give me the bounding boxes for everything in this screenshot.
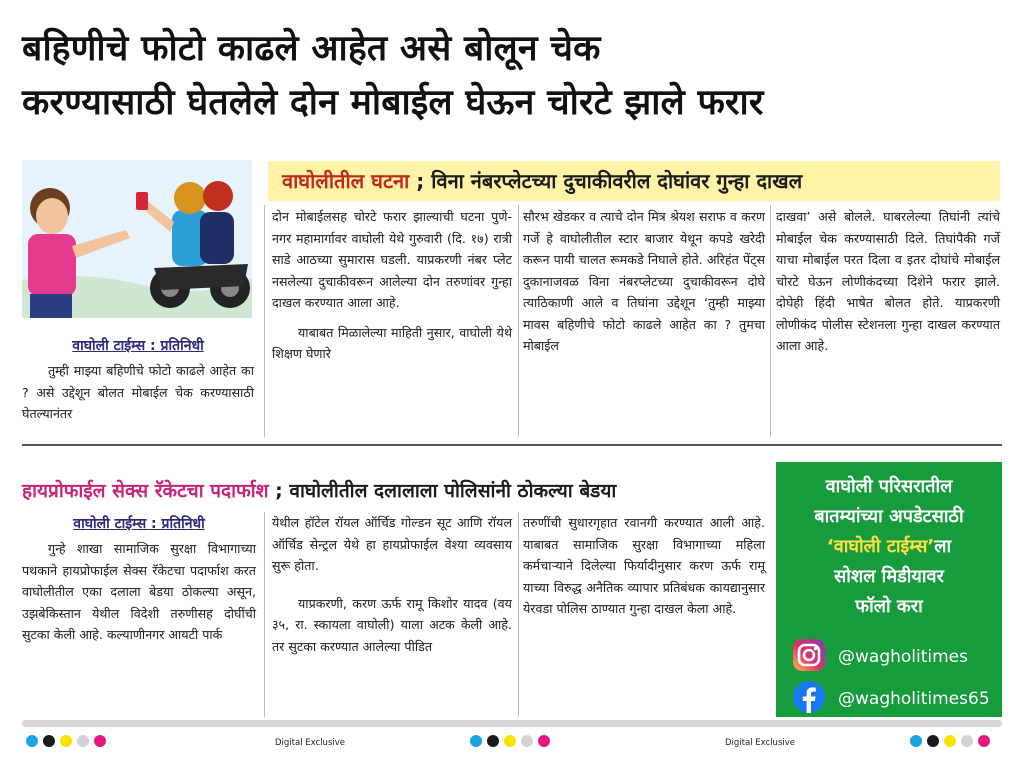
- promo-line-3: [776, 532, 1002, 562]
- social-promo-box: [776, 462, 1002, 717]
- registration-dot: [77, 735, 89, 747]
- facebook-icon: [792, 680, 826, 718]
- column-divider: [770, 205, 771, 437]
- story1-byline: वाघोली टाईम्स : प्रतिनिधी: [72, 338, 204, 354]
- promo-line-2: बातम्यांच्या अपडेटसाठी: [814, 506, 964, 527]
- story2-byline: वाघोली टाईम्स : प्रतिनिधी: [73, 516, 205, 532]
- story2-col1-text: गुन्हे शाखा सामाजिक सुरक्षा विभागाच्या पथकाने हायप्रोफाईल सेक्स रॅकेटचा पदार्फाश करत वाघोलीतील एका दलाला बेडया ठोकल्या असून, उझबेकिस्तान येथील विदेशी तरुणीसह दोघींची सुटका केली आहे. कल्याणीनगर आयटी पार्क: [22, 541, 256, 642]
- registration-dot: [94, 735, 106, 747]
- registration-dot: [927, 735, 939, 747]
- registration-dot: [944, 735, 956, 747]
- registration-dot: [910, 735, 922, 747]
- footer-bar: [22, 720, 1002, 727]
- story1-column-2: [272, 206, 512, 365]
- promo-highlight: ‘वाघोली टाईम्स’: [826, 536, 935, 557]
- story1-banner-title: विना नंबरप्लेटच्या दुचाकीवरील दोघांवर गुन्हा दाखल: [431, 169, 803, 193]
- story1-banner: [268, 161, 1000, 201]
- story1-col3-text: सौरभ खेडकर व त्याचे दोन मित्र श्रेयश सराफ व करण गर्जे हे वाघोलीतील स्टार बाजार येथून कपडे खरेदी करून पायी चालत रूमकडे निघाले होते. अरिहंत पेंट्स दुकानाजवळ विना नंबरप्लेटच्या दुचाकीवरून दोघे त्याठिकाणी आले व तिघांना उद्देशून ‘तुम्ही माझ्या मावस बहिणीचे फोटो काढले आहेत का ? तुमचा मोबाईल: [523, 209, 765, 353]
- column-divider: [264, 205, 265, 437]
- column-divider: [264, 512, 265, 717]
- story1-banner-location: वाघोलीतील घटना: [282, 169, 410, 193]
- instagram-icon: [792, 638, 826, 676]
- promo-line-4: सोशल मिडीयावर: [834, 566, 944, 587]
- story2-column-2: [272, 512, 512, 657]
- instagram-handle[interactable]: @wagholitimes: [838, 647, 968, 667]
- story2-col2-text-a: येथील हॉटेल रॉयल ऑर्चिड गोल्डन सूट आणि रॉयल ऑर्चिड सेन्ट्रल येथे हा हायप्रोफाईल वेश्या व्यवसाय सुरू होता.: [272, 515, 512, 573]
- story1-col1-text: तुम्ही माझ्या बहिणीचे फोटो काढले आहेत का ? असे उद्देशून बोलत मोबाईल चेक करण्यासाठी घेतल्यानंतर: [22, 363, 254, 421]
- instagram-row[interactable]: [792, 638, 968, 676]
- column-divider: [518, 205, 519, 437]
- registration-dot: [961, 735, 973, 747]
- story1-col2-text-a: दोन मोबाईलसह चोरटे फरार झाल्याची घटना पुणे-नगर महामार्गावर वाघोली येथे गुरुवारी (दि. १७) रात्री साडे आठच्या सुमारास घडली. याप्रकरणी नंबर प्लेट नसलेल्या दुचाकीवरून आलेल्या दोन तरुणांवर गुन्हा दाखल करण्यात आला आहे.: [272, 209, 512, 310]
- facebook-row[interactable]: [792, 680, 990, 718]
- promo-line-3-suffix: ला: [934, 536, 952, 557]
- promo-line-5: फॉलो करा: [855, 596, 923, 617]
- color-registration-dots-right: [910, 735, 990, 747]
- promo-text: [776, 472, 1002, 622]
- footer-label-center: Digital Exclusive: [275, 738, 345, 748]
- registration-dot: [470, 735, 482, 747]
- promo-line-1: वाघोली परिसरातील: [825, 476, 953, 497]
- registration-dot: [521, 735, 533, 747]
- registration-dot: [60, 735, 72, 747]
- story1-column-3: [523, 206, 765, 357]
- story2-heading-topic: हायप्रोफाईल सेक्स रॅकेटचा पदार्फाश: [22, 480, 269, 502]
- story2-col3-text: तरुणींची सुधारगृहात रवानगी करण्यात आली आहे. याबाबत सामाजिक सुरक्षा विभागाच्या महिला कर्मचाऱ्याने दिलेल्या फिर्यादीनुसार करण ऊर्फ रामू याच्या विरुद्ध अनैतिक व्यापार प्रतिबंधक कायद्यानुसार येरवडा पोलिस ठाण्यात गुन्हा दाखल केला आहे.: [523, 515, 765, 616]
- story-illustration: [22, 160, 252, 318]
- registration-dot: [43, 735, 55, 747]
- story1-banner-separator: ;: [409, 169, 432, 193]
- registration-dot: [978, 735, 990, 747]
- story1-column-1: [22, 360, 254, 425]
- registration-dot: [504, 735, 516, 747]
- story2-column-1: [22, 538, 256, 646]
- story2-heading: [22, 475, 767, 507]
- story2-heading-title: वाघोलीतील दलालाला पोलिसांनी ठोकल्या बेडया: [289, 480, 617, 502]
- color-registration-dots-left: [26, 735, 106, 747]
- section-divider: [22, 444, 1002, 446]
- footer-label-right: Digital Exclusive: [725, 738, 795, 748]
- registration-dot: [487, 735, 499, 747]
- facebook-handle[interactable]: @wagholitimes65: [838, 689, 990, 709]
- story1-column-4: [776, 206, 1000, 357]
- color-registration-dots-center: [470, 735, 550, 747]
- headline: [22, 22, 1007, 130]
- story2-col2-text-b: याप्रकरणी, करण ऊर्फ रामू किशोर यादव (वय ३५, रा. स्कायला वाघोली) याला अटक केली आहे. तर सुटका करण्यात आलेल्या पीडित: [272, 595, 512, 654]
- headline-line-2: करण्यासाठी घेतलेले दोन मोबाईल घेऊन चोरटे झाले फरार: [22, 82, 764, 123]
- story1-col4-text: दाखवा’ असे बोलले. घाबरलेल्या तिघांनी त्यांचे मोबाईल चेक करण्यासाठी दिले. तिघांपैकी गर्जे याचा मोबाईल परत दिला व इतर दोघांचे मोबाईल चोरटे घेऊन लोणीकंदच्या दिशेने फरार झाले. दोघेही हिंदी भाषेत बोलत होते. याप्रकरणी लोणीकंद पोलीस स्टेशनला गुन्हा दाखल करण्यात आला आहे.: [776, 209, 1000, 353]
- story2-column-3: [523, 512, 765, 620]
- headline-line-1: बहिणीचे फोटो काढले आहेत असे बोलून चेक: [22, 28, 601, 69]
- registration-dot: [26, 735, 38, 747]
- story1-col2-text-b: याबाबत मिळालेल्या माहिती नुसार, वाघोली येथे शिक्षण घेणारे: [272, 324, 512, 361]
- registration-dot: [538, 735, 550, 747]
- column-divider: [518, 512, 519, 717]
- story2-heading-separator: ;: [268, 480, 290, 502]
